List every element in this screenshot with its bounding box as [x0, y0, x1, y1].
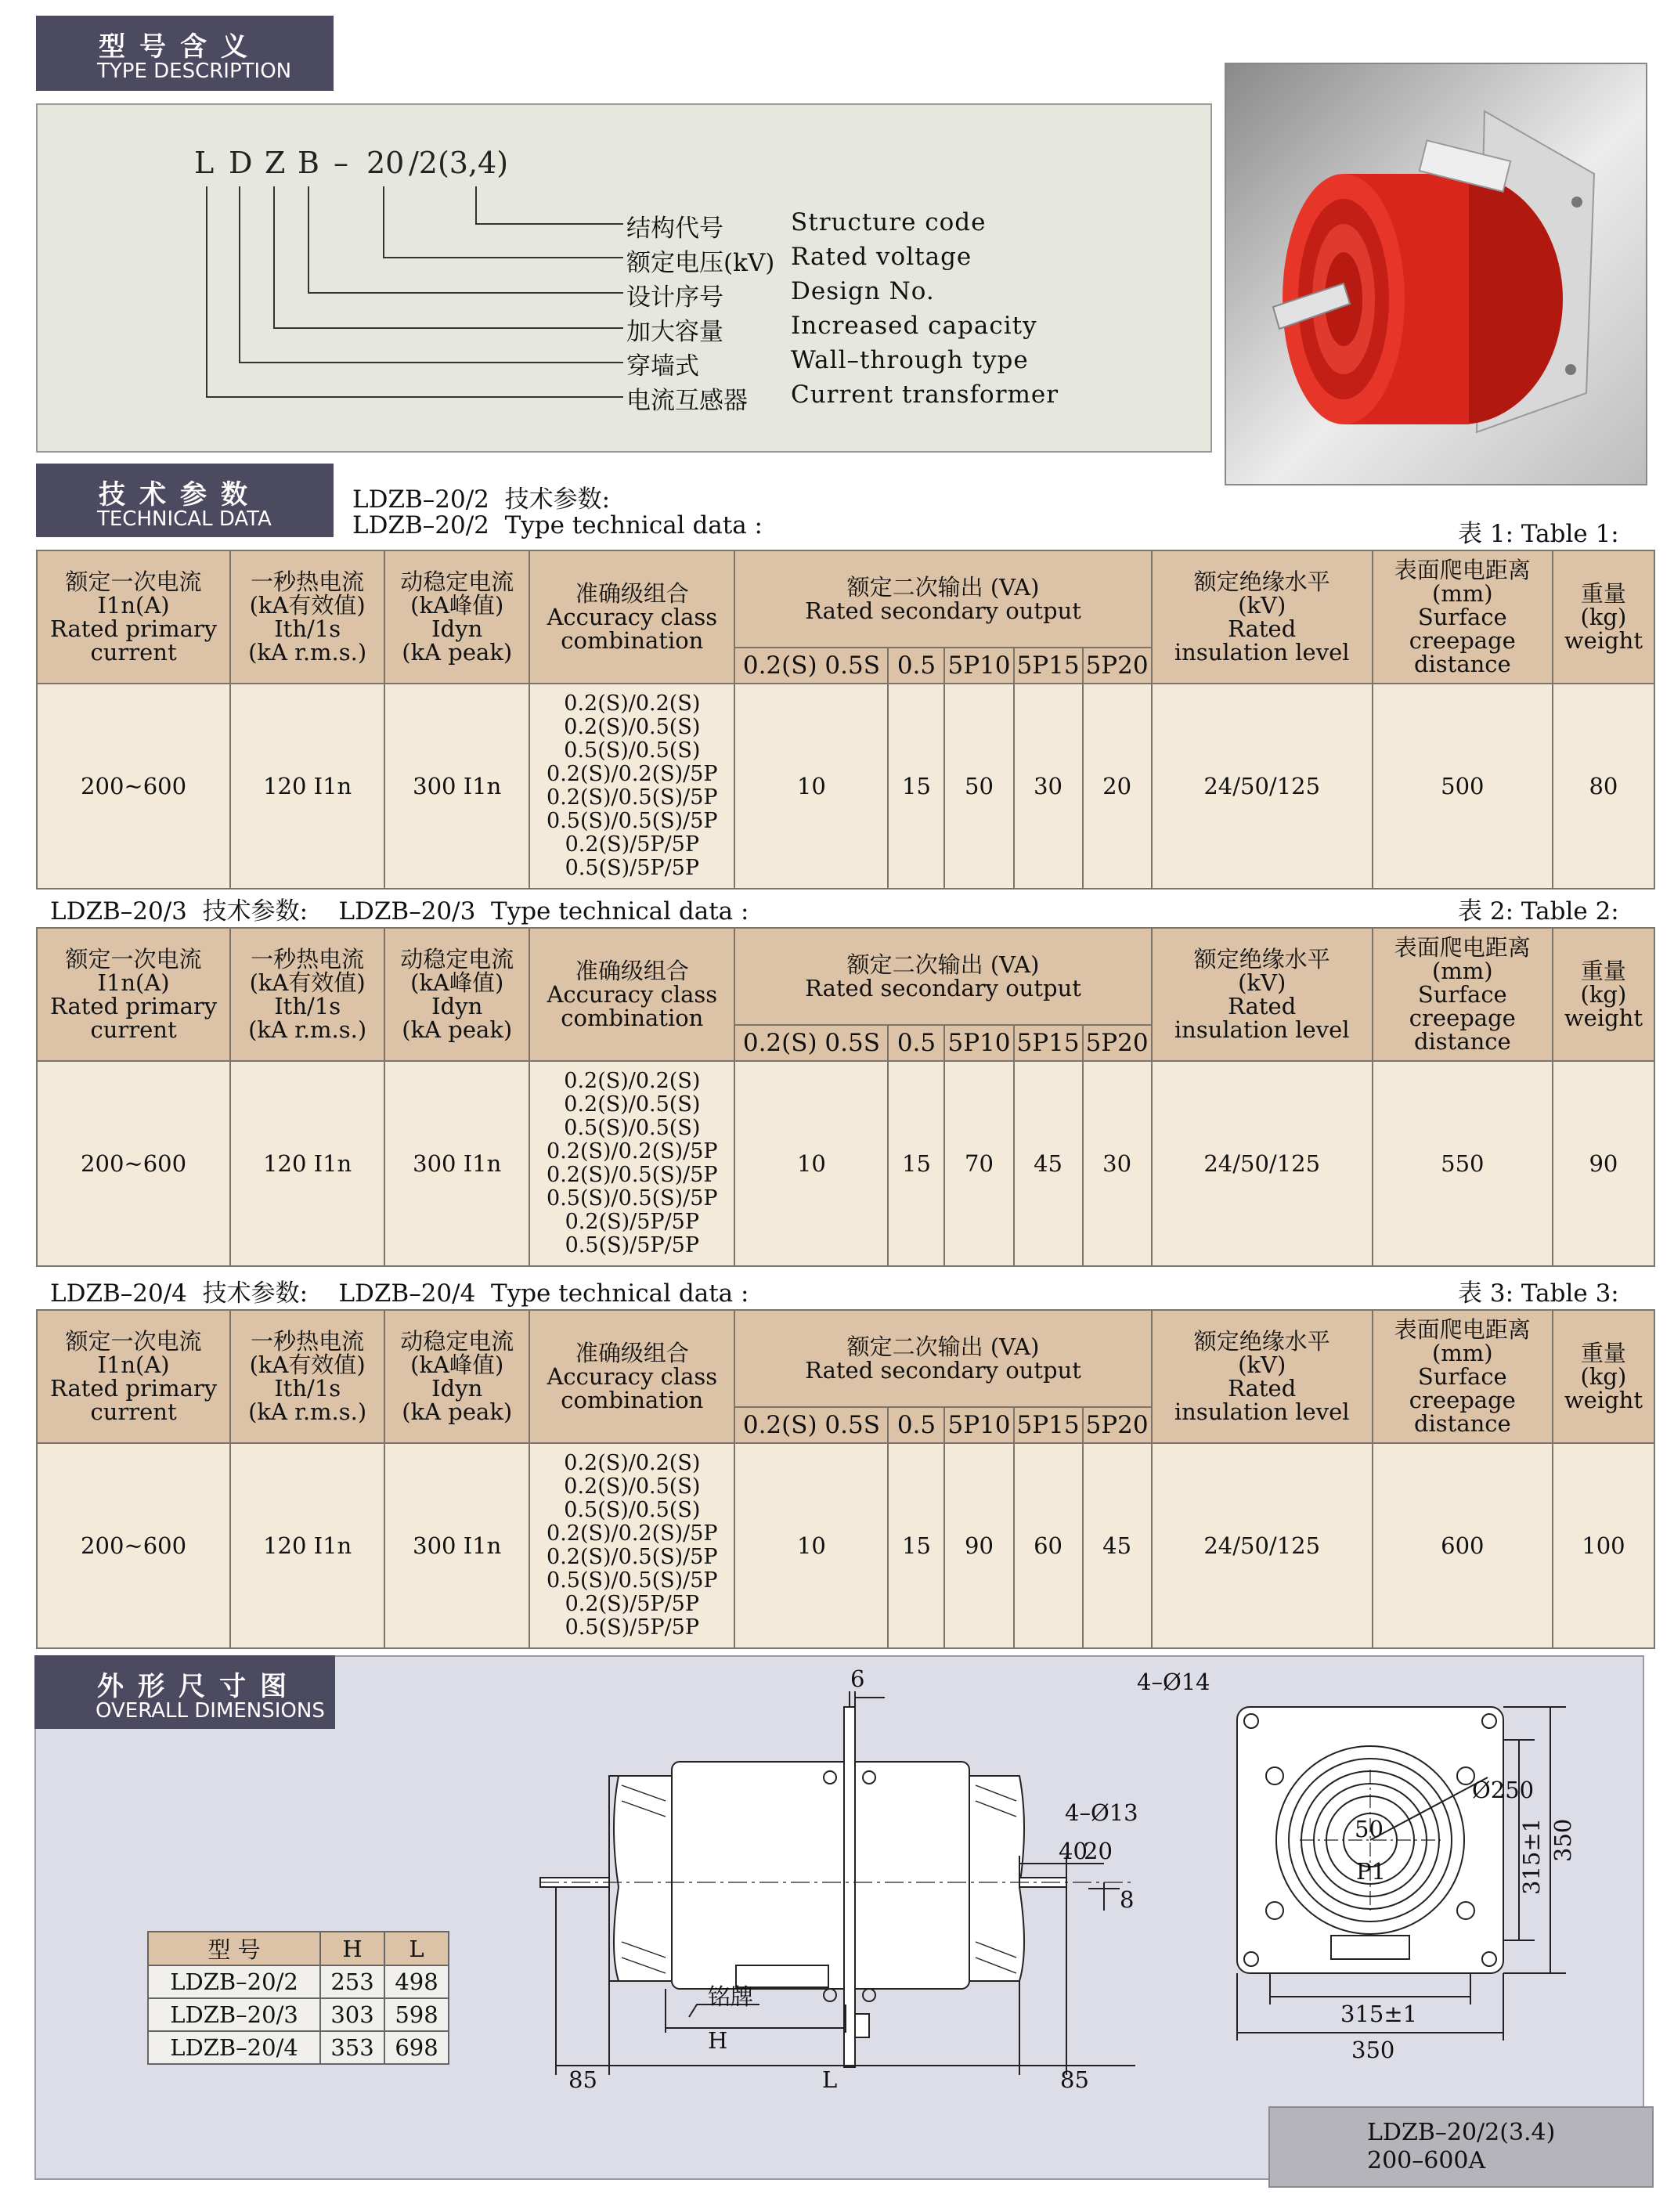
header-secondary-output: 额定二次输出 (VA) Rated secondary output [734, 550, 1151, 648]
side-view-drawing [540, 1660, 1182, 2098]
dimensions-table-header [148, 1932, 449, 1965]
table1-label: 表 1: Table 1: [1458, 520, 1619, 548]
cell-insulation-level: 24/50/125 [1152, 1443, 1373, 1648]
dimensions-model: LDZB–20/2 [148, 1965, 320, 1998]
table-header-row [37, 1310, 1654, 1407]
legend-cn-2: 设计序号 [626, 283, 723, 312]
legend-cn-1: 额定电压(kV) [626, 249, 775, 277]
dim-h-label: H [708, 2027, 728, 2054]
subheader-output-3: 5P15 [1014, 1407, 1083, 1443]
cell-accuracy-class: 0.2(S)/0.2(S) 0.2(S)/0.5(S) 0.5(S)/0.5(S) 0.2(S)/0.2(S)/5P 0.2(S)/0.5(S)/5P 0.5(S)/0.5(S)/5P 0.2(S)/5P/5P 0.5(S)/5P/5P [529, 684, 734, 889]
header-rated-primary-current: 额定一次电流 I1n(A) Rated primary current [37, 1310, 230, 1443]
dim-l-label: L [822, 2066, 838, 2093]
header-rated-primary-current: 额定一次电流 I1n(A) Rated primary current [37, 928, 230, 1061]
cell-secondary-output-0: 10 [734, 684, 888, 889]
header-insulation-level: 额定绝缘水平 (kV) Rated insulation level [1152, 1310, 1373, 1443]
table-row [148, 1965, 449, 1998]
type-description-title-en: TYPE DESCRIPTION [97, 60, 292, 83]
legend-en-0: Structure code [791, 208, 987, 236]
subheader-output-4: 5P20 [1083, 648, 1152, 684]
table-row [37, 1061, 1654, 1266]
cell-thermal-current: 120 I1n [230, 684, 384, 889]
header-rated-primary-current: 额定一次电流 I1n(A) Rated primary current [37, 550, 230, 684]
cell-insulation-level: 24/50/125 [1152, 1061, 1373, 1266]
table2-caption: LDZB–20/3 技术参数: LDZB–20/3 Type technical data : [50, 897, 749, 926]
dimensions-header-h: H [320, 1932, 384, 1965]
technical-data-title-cn: 技术参数 [99, 479, 262, 511]
technical-data-header [36, 464, 334, 537]
header-insulation-level: 额定绝缘水平 (kV) Rated insulation level [1152, 928, 1373, 1061]
subheader-output-0: 0.2(S) 0.5S [734, 648, 888, 684]
cell-secondary-output-2: 50 [944, 684, 1013, 889]
header-weight: 重量 (kg) weight [1553, 928, 1654, 1061]
dim-6-label: 6 [850, 1665, 865, 1692]
product-tag [1268, 2106, 1654, 2188]
dimensions-h: 353 [320, 2031, 384, 2064]
cell-secondary-output-3: 30 [1014, 684, 1083, 889]
subheader-output-3: 5P15 [1014, 648, 1083, 684]
cell-dynamic-current: 300 I1n [384, 684, 529, 889]
dimensions-l: 698 [384, 2031, 449, 2064]
dimensions-l: 498 [384, 1965, 449, 1998]
dim-8-label: 8 [1120, 1886, 1135, 1913]
dim-315-vertical-label: 315±1 [1518, 1817, 1545, 1895]
cell-dynamic-current: 300 I1n [384, 1061, 529, 1266]
table-row [148, 2031, 449, 2064]
subheader-output-1: 0.5 [888, 648, 944, 684]
cell-thermal-current: 120 I1n [230, 1061, 384, 1266]
table-header-row [37, 550, 1654, 648]
dim-315-horizontal-label: 315±1 [1340, 2001, 1418, 2027]
cell-secondary-output-4: 30 [1083, 1061, 1152, 1266]
dim-85-left-label: 85 [568, 2066, 597, 2093]
type-description-panel [36, 103, 1212, 453]
front-view-drawing [1137, 1660, 1629, 2083]
dim-dia-250-label: Ø250 [1472, 1777, 1535, 1803]
subheader-output-4: 5P20 [1083, 1025, 1152, 1061]
terminal-p1-label: P1 [1356, 1858, 1386, 1885]
legend-cn-5: 电流互感器 [626, 387, 748, 415]
table2-label: 表 2: Table 2: [1458, 897, 1619, 926]
table3-label: 表 3: Table 3: [1458, 1279, 1619, 1308]
code-letter-b: B [298, 146, 319, 180]
nameplate-label: 铭牌 [708, 1983, 754, 2010]
cell-secondary-output-1: 15 [888, 1061, 944, 1266]
subheader-output-0: 0.2(S) 0.5S [734, 1025, 888, 1061]
cell-dynamic-current: 300 I1n [384, 1443, 529, 1648]
legend-en-4: Wall–through type [791, 346, 1029, 374]
subheader-output-2: 5P10 [944, 1025, 1013, 1061]
dim-350-horizontal-label: 350 [1351, 2037, 1395, 2063]
cell-weight: 90 [1553, 1061, 1654, 1266]
header-dynamic-current: 动稳定电流 (kA峰值) Idyn (kA peak) [384, 928, 529, 1061]
code-suffix: /2(3,4) [409, 146, 509, 180]
header-accuracy-class: 准确级组合 Accuracy class combination [529, 928, 734, 1061]
legend-cn-4: 穿墙式 [626, 352, 699, 381]
dimensions-h: 253 [320, 1965, 384, 1998]
cell-secondary-output-4: 45 [1083, 1443, 1152, 1648]
header-creepage-distance: 表面爬电距离 (mm) Surface creepage distance [1373, 928, 1553, 1061]
header-creepage-distance: 表面爬电距离 (mm) Surface creepage distance [1373, 550, 1553, 684]
table-row [37, 1443, 1654, 1648]
subheader-output-2: 5P10 [944, 1407, 1013, 1443]
type-description-title-cn: 型号含义 [99, 31, 262, 63]
technical-table-2 [36, 927, 1655, 1267]
subheader-output-1: 0.5 [888, 1407, 944, 1443]
dimensions-title-cn: 外形尺寸图 [97, 1671, 301, 1702]
legend-cn-0: 结构代号 [626, 215, 723, 243]
dim-hole-13-label: 4–Ø13 [1065, 1799, 1138, 1826]
cell-accuracy-class: 0.2(S)/0.2(S) 0.2(S)/0.5(S) 0.5(S)/0.5(S) 0.2(S)/0.2(S)/5P 0.2(S)/0.5(S)/5P 0.5(S)/0.5(S)/5P 0.2(S)/5P/5P 0.5(S)/5P/5P [529, 1443, 734, 1648]
cell-creepage-distance: 600 [1373, 1443, 1553, 1648]
header-accuracy-class: 准确级组合 Accuracy class combination [529, 1310, 734, 1443]
dim-350-vertical-label: 350 [1550, 1818, 1576, 1862]
cell-weight: 80 [1553, 684, 1654, 889]
code-letter-d: D [229, 146, 253, 180]
cell-creepage-distance: 500 [1373, 684, 1553, 889]
dimensions-header-l: L [384, 1932, 449, 1965]
current-transformer-image [1226, 64, 1646, 484]
cell-secondary-output-1: 15 [888, 684, 944, 889]
table-row [37, 684, 1654, 889]
table3-caption: LDZB–20/4 技术参数: LDZB–20/4 Type technical data : [50, 1279, 749, 1308]
code-letter-l: L [194, 146, 215, 180]
header-accuracy-class: 准确级组合 Accuracy class combination [529, 550, 734, 684]
legend-cn-3: 加大容量 [626, 318, 723, 346]
header-dynamic-current: 动稳定电流 (kA峰值) Idyn (kA peak) [384, 1310, 529, 1443]
subheader-output-3: 5P15 [1014, 1025, 1083, 1061]
cell-secondary-output-2: 70 [944, 1061, 1013, 1266]
product-tag-current: 200–600A [1367, 2147, 1486, 2174]
product-tag-model: LDZB–20/2(3.4) [1367, 2119, 1556, 2146]
dimensions-l: 598 [384, 1998, 449, 2031]
dimensions-model: LDZB–20/3 [148, 1998, 320, 2031]
type-description-header [36, 16, 334, 91]
table1-caption: LDZB–20/2 技术参数: LDZB–20/2 Type technical data : [352, 485, 763, 539]
header-thermal-current: 一秒热电流 (kA有效值) Ith/1s (kA r.m.s.) [230, 550, 384, 684]
subheader-output-2: 5P10 [944, 648, 1013, 684]
cell-insulation-level: 24/50/125 [1152, 684, 1373, 889]
code-dash: – [334, 146, 348, 180]
cell-accuracy-class: 0.2(S)/0.2(S) 0.2(S)/0.5(S) 0.5(S)/0.5(S) 0.2(S)/0.2(S)/5P 0.2(S)/0.5(S)/5P 0.5(S)/0.5(S)/5P 0.2(S)/5P/5P 0.5(S)/5P/5P [529, 1061, 734, 1266]
header-secondary-output: 额定二次输出 (VA) Rated secondary output [734, 1310, 1151, 1407]
technical-data-title-en: TECHNICAL DATA [97, 507, 272, 531]
dimensions-header-model: 型 号 [148, 1932, 320, 1965]
legend-en-1: Rated voltage [791, 243, 972, 271]
cell-rated-primary-current: 200~600 [37, 684, 230, 889]
dimensions-table [147, 1931, 449, 2065]
cell-secondary-output-2: 90 [944, 1443, 1013, 1648]
legend-en-5: Current transformer [791, 381, 1059, 409]
cell-secondary-output-1: 15 [888, 1443, 944, 1648]
cell-weight: 100 [1553, 1443, 1654, 1648]
dimensions-header [34, 1655, 335, 1729]
cell-secondary-output-3: 45 [1014, 1061, 1083, 1266]
subheader-output-0: 0.2(S) 0.5S [734, 1407, 888, 1443]
cell-rated-primary-current: 200~600 [37, 1443, 230, 1648]
header-thermal-current: 一秒热电流 (kA有效值) Ith/1s (kA r.m.s.) [230, 1310, 384, 1443]
dim-85-right-label: 85 [1060, 2066, 1089, 2093]
cell-secondary-output-0: 10 [734, 1061, 888, 1266]
dim-hole-14-label: 4–Ø14 [1137, 1669, 1210, 1695]
dimensions-model: LDZB–20/4 [148, 2031, 320, 2064]
header-creepage-distance: 表面爬电距离 (mm) Surface creepage distance [1373, 1310, 1553, 1443]
cell-secondary-output-0: 10 [734, 1443, 888, 1648]
header-thermal-current: 一秒热电流 (kA有效值) Ith/1s (kA r.m.s.) [230, 928, 384, 1061]
subheader-output-4: 5P20 [1083, 1407, 1152, 1443]
legend-en-2: Design No. [791, 277, 935, 305]
dimensions-title-en: OVERALL DIMENSIONS [96, 1699, 325, 1723]
table-header-row [37, 928, 1654, 1025]
dim-50-label: 50 [1355, 1816, 1384, 1842]
product-photo [1225, 63, 1647, 485]
technical-table-1 [36, 550, 1655, 889]
code-letter-z: Z [265, 146, 286, 180]
dim-20-label: 20 [1084, 1838, 1113, 1864]
header-insulation-level: 额定绝缘水平 (kV) Rated insulation level [1152, 550, 1373, 684]
dim-40-label: 40 [1059, 1838, 1088, 1864]
header-weight: 重量 (kg) weight [1553, 1310, 1654, 1443]
table-row [148, 1998, 449, 2031]
cell-secondary-output-3: 60 [1014, 1443, 1083, 1648]
cell-secondary-output-4: 20 [1083, 684, 1152, 889]
legend-en-3: Increased capacity [791, 312, 1037, 340]
dimensions-h: 303 [320, 1998, 384, 2031]
technical-table-3 [36, 1309, 1655, 1649]
header-secondary-output: 额定二次输出 (VA) Rated secondary output [734, 928, 1151, 1025]
cell-creepage-distance: 550 [1373, 1061, 1553, 1266]
header-weight: 重量 (kg) weight [1553, 550, 1654, 684]
code-voltage: 20 [366, 146, 405, 180]
cell-rated-primary-current: 200~600 [37, 1061, 230, 1266]
header-dynamic-current: 动稳定电流 (kA峰值) Idyn (kA peak) [384, 550, 529, 684]
cell-thermal-current: 120 I1n [230, 1443, 384, 1648]
subheader-output-1: 0.5 [888, 1025, 944, 1061]
